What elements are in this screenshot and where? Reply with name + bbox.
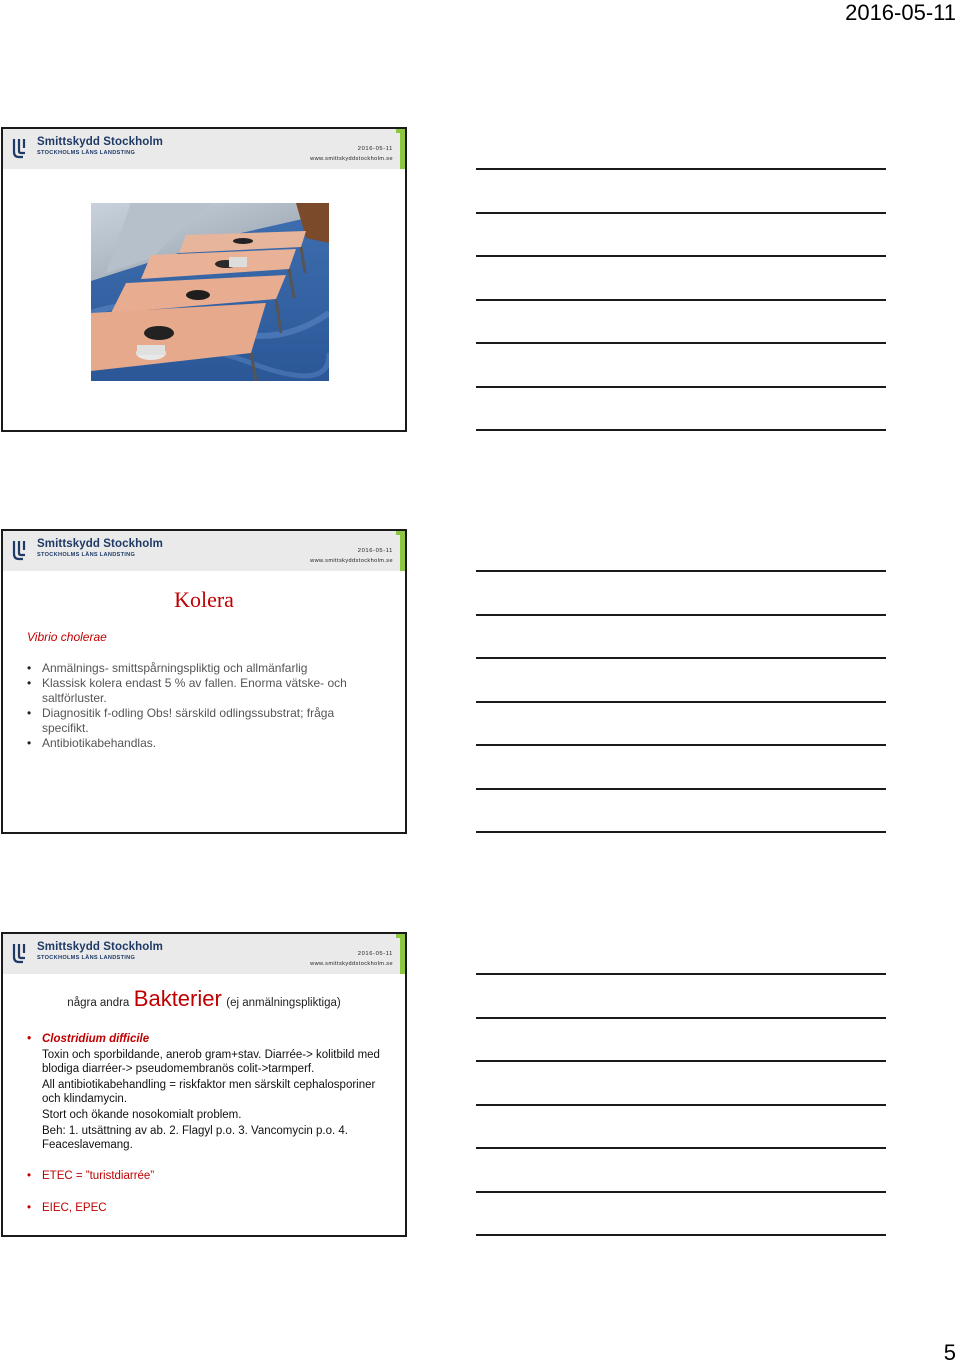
logo-title: Smittskydd Stockholm: [37, 136, 163, 148]
title-suffix: (ej anmälningspliktiga): [226, 997, 341, 1009]
note-line: [476, 744, 886, 746]
cdiff-paragraph: All antibiotikabehandling = riskfaktor men särskilt cephalosporiner och klindamycin.: [42, 1079, 376, 1105]
note-line: [476, 1191, 886, 1193]
list-item-text: Antibiotikabehandlas.: [42, 736, 157, 750]
note-line: [476, 168, 886, 170]
note-line: [476, 1017, 886, 1019]
logo-title: Smittskydd Stockholm: [37, 941, 163, 953]
header-date: 2016-05-11: [357, 146, 393, 152]
note-line: [476, 1060, 886, 1062]
note-line: [476, 255, 886, 257]
list-item: [27, 736, 367, 751]
logo-mark-icon: [11, 137, 33, 159]
eiec-text: EIEC, EPEC: [42, 1202, 107, 1214]
slide-header: [3, 129, 405, 169]
note-line: [476, 570, 886, 572]
list-item-text: Diagnositik f-odling Obs! särskild odlingssubstrat; fråga specifikt.: [42, 706, 335, 735]
list-item: [27, 706, 367, 736]
logo-subtitle: STOCKHOLMS LÄNS LANDSTING: [37, 955, 136, 961]
cdiff-paragraph: Toxin och sporbildande, anerob gram+stav. Diarrée-> kolitbild med blodiga diarréer-> pseudomembranös colit->tarmperf.: [42, 1049, 380, 1075]
note-line: [476, 386, 886, 388]
note-line: [476, 788, 886, 790]
header-date: 2016-05-11: [357, 548, 393, 554]
list-item: [27, 661, 367, 676]
header-url: www.smittskyddstockholm.se: [310, 558, 393, 564]
note-line: [476, 299, 886, 301]
list-item-text: Anmälnings- smittspårningspliktig och allmänfarlig: [42, 661, 308, 675]
slide-2: [1, 529, 407, 834]
accent-bar: [400, 129, 405, 169]
page-date: 2016-05-11: [845, 0, 956, 25]
note-line: [476, 342, 886, 344]
logo-mark-icon: [11, 539, 33, 561]
eiec-item: [27, 1201, 397, 1215]
list-item-text: Klassisk kolera endast 5 % av fallen. Enorma vätske- och saltförluster.: [42, 676, 347, 705]
note-line: [476, 657, 886, 659]
slide-title: [3, 986, 405, 1012]
slide-subtitle: Vibrio cholerae: [27, 630, 107, 644]
note-line: [476, 701, 886, 703]
slide-title: Kolera: [174, 587, 234, 612]
notes-lines-2: [476, 570, 886, 875]
cdiff-paragraph: Beh: 1. utsättning av ab. 2. Flagyl p.o. 3. Vancomycin p.o. 4. Feaceslavemang.: [42, 1125, 348, 1151]
accent-square: [396, 934, 400, 938]
accent-square: [396, 129, 400, 133]
slide-header: [3, 531, 405, 571]
list-item: [27, 676, 367, 706]
cdiff-heading: • Clostridium difficile: [27, 1032, 397, 1046]
note-line: [476, 973, 886, 975]
logo-subtitle: STOCKHOLMS LÄNS LANDSTING: [37, 552, 136, 558]
logo-subtitle: STOCKHOLMS LÄNS LANDSTING: [37, 150, 136, 156]
header-url: www.smittskyddstockholm.se: [310, 961, 393, 967]
cdiff-paragraph: Stort och ökande nosokomialt problem.: [42, 1109, 242, 1121]
slide-1: [1, 127, 407, 432]
accent-bar: [400, 934, 405, 974]
slide-3: [1, 932, 407, 1237]
note-line: [476, 429, 886, 431]
title-prefix: några andra: [67, 997, 130, 1009]
accent-square: [396, 531, 400, 535]
note-line: [476, 1234, 886, 1236]
accent-bar: [400, 531, 405, 571]
bullet-list: [27, 661, 367, 751]
logo-mark-icon: [11, 942, 33, 964]
cholera-beds-photo: [91, 203, 329, 381]
note-line: [476, 212, 886, 214]
header-url: www.smittskyddstockholm.se: [310, 156, 393, 162]
page-number: 5: [943, 1340, 956, 1365]
note-line: [476, 831, 886, 833]
note-line: [476, 1147, 886, 1149]
etec-item: [27, 1169, 397, 1183]
logo-title: Smittskydd Stockholm: [37, 538, 163, 550]
title-main: Bakterier: [133, 986, 222, 1011]
slide-body: [27, 1032, 397, 1215]
notes-lines-3: [476, 973, 886, 1278]
etec-label: ETEC: [42, 1170, 73, 1182]
slide-header: [3, 934, 405, 974]
note-line: [476, 614, 886, 616]
etec-text: = ”turistdiarrée”: [72, 1170, 155, 1182]
notes-lines-1: [476, 168, 886, 473]
note-line: [476, 1104, 886, 1106]
header-date: 2016-05-11: [357, 951, 393, 957]
